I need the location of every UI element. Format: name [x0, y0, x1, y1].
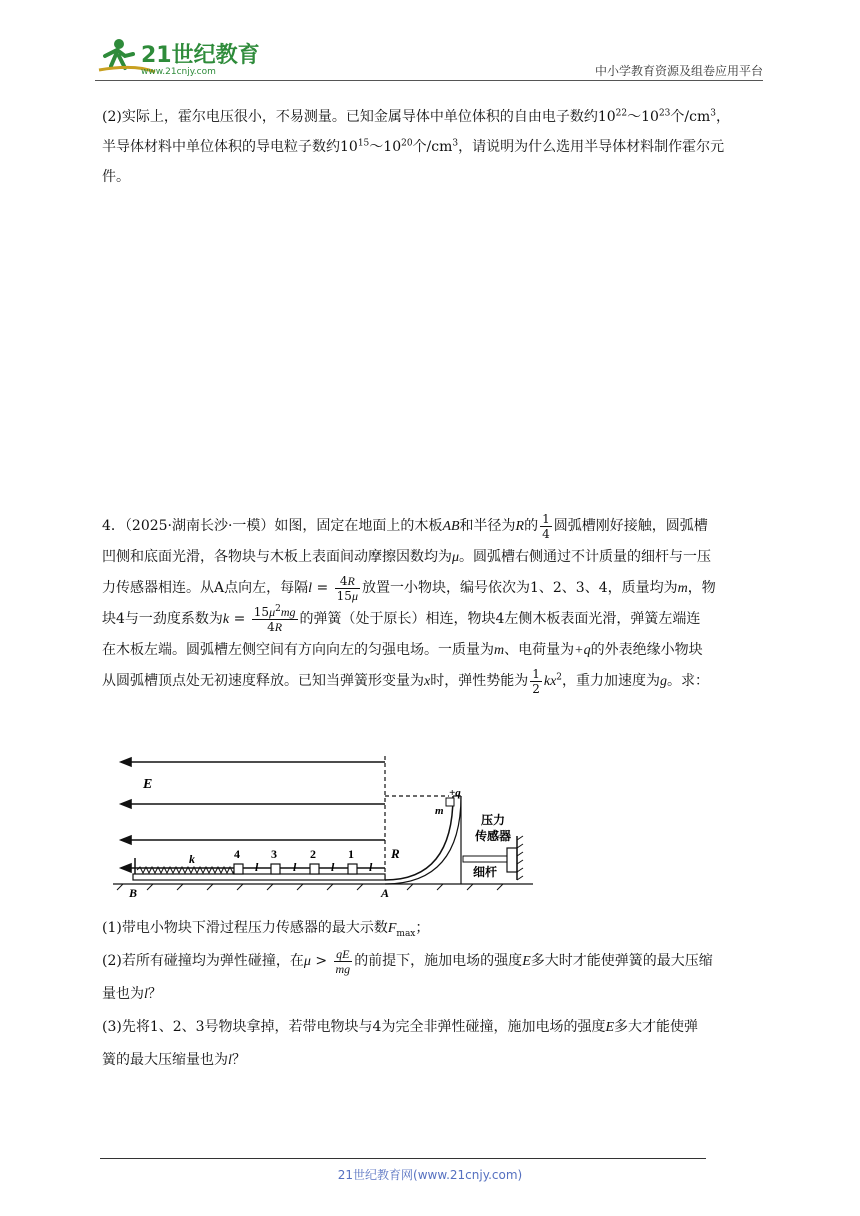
label-q: +q [449, 787, 461, 799]
block-2-label: 2 [310, 847, 316, 861]
gap-l-3: l [331, 860, 335, 874]
label-B: B [129, 886, 138, 897]
gap-l-2: l [293, 860, 297, 874]
label-m: m [435, 805, 444, 817]
logo-text: 21世纪教育 [141, 43, 260, 68]
platform-name: 中小学教育资源及组卷应用平台 [594, 64, 763, 78]
logo-url: www.21cnjy.com [141, 67, 216, 76]
physics-figure [113, 752, 533, 897]
site-logo [95, 36, 265, 76]
label-A: A [381, 886, 390, 897]
q4-stem: 4．（2025·湖南长沙·一模）如图，固定在地面上的木板AB和半径为R的 $\frac{1}{4}$ 圆弧槽刚好接触，圆弧槽 凹侧和底面光滑，各物块与木板上表面间动摩擦因数均为μ。圆弧槽右侧通过不计质量的细杆与一压 力传感器相连。从A点向左，每隔l = $\frac{4R}{15\mu}$ 放置一小物块，编号依次为1、2、3、4，质量均为m，物 块4与一劲度系数为k = $\frac{15\mu^2mg}{4R}$ 的弹簧（处于原长）相连，物块4左侧木板表面光滑，弹簧左端连 在木板左端。圆弧槽左侧空间有方向向左的匀强电场。一质量为m、电荷量为+q的外表绝缘小物块 从圆弧槽顶点处无初速度释放。已知当弹簧形变量为x时，弹性势能为 $\frac{1}{2}$ $kx^2$，重力加速度为g。求： [102, 511, 716, 696]
footer-link[interactable]: 21世纪教育网(www.21cnjy.com) [337, 1168, 523, 1182]
gap-l-1: l [255, 860, 259, 874]
label-R: R [391, 846, 400, 861]
footer-divider [100, 1158, 706, 1159]
sensor-label-1: 压力 [481, 813, 506, 827]
page-header [95, 32, 763, 82]
sub-q3: (3)先将1、2、3号物块拿掉，若带电物块与4为完全非弹性碰撞，施加电场的强度E多大才能使弹 [102, 1019, 699, 1035]
label-E: E [143, 777, 153, 792]
sub-q1: (1)带电小物块下滑过程压力传感器的最大示数$F_{max}$； [102, 920, 430, 939]
gap-l-4: l [369, 860, 373, 874]
electric-field-lines [121, 758, 385, 872]
q3-part2: (2)实际上，霍尔电压很小，不易测量。已知金属导体中单位体积的自由电子数约$10^{22}\sim 10^{23}$个$/cm^3$， 半导体材料中单位体积的导电粒子数约$10^{15}\sim 10^{20}$个$/cm^3$，请说明为什么选用半导体材料制作霍尔元 件。 [102, 108, 730, 185]
sub-q2: (2)若所有碰撞均为弹性碰撞，在μ > $\frac{qE}{mg}$ 的前提下，施加电场的强度E多大时才能使弹簧的最大压缩 [102, 946, 713, 976]
block-4-label: 4 [234, 847, 240, 861]
block-3-label: 3 [271, 847, 277, 861]
label-k: k [189, 852, 195, 866]
sensor-label-2: 传感器 [475, 829, 512, 843]
block-1-label: 1 [348, 847, 354, 861]
rod-label: 细杆 [473, 865, 498, 879]
header-divider [95, 80, 763, 81]
q4-subquestions: (1)带电小物块下滑过程压力传感器的最大示数$F_{max}$； (2)若所有碰撞均为弹性碰撞，在μ > $\frac{qE}{mg}$ 的前提下，施加电场的强度E多大时才能使弹簧的最大压缩 量也为l？ (3)先将1、2、3号物块拿掉，若带电物块与4为完全非弹性碰撞，施加电场的强度E多大才能使弹 簧的最大压缩量也为l？ [102, 920, 713, 1068]
